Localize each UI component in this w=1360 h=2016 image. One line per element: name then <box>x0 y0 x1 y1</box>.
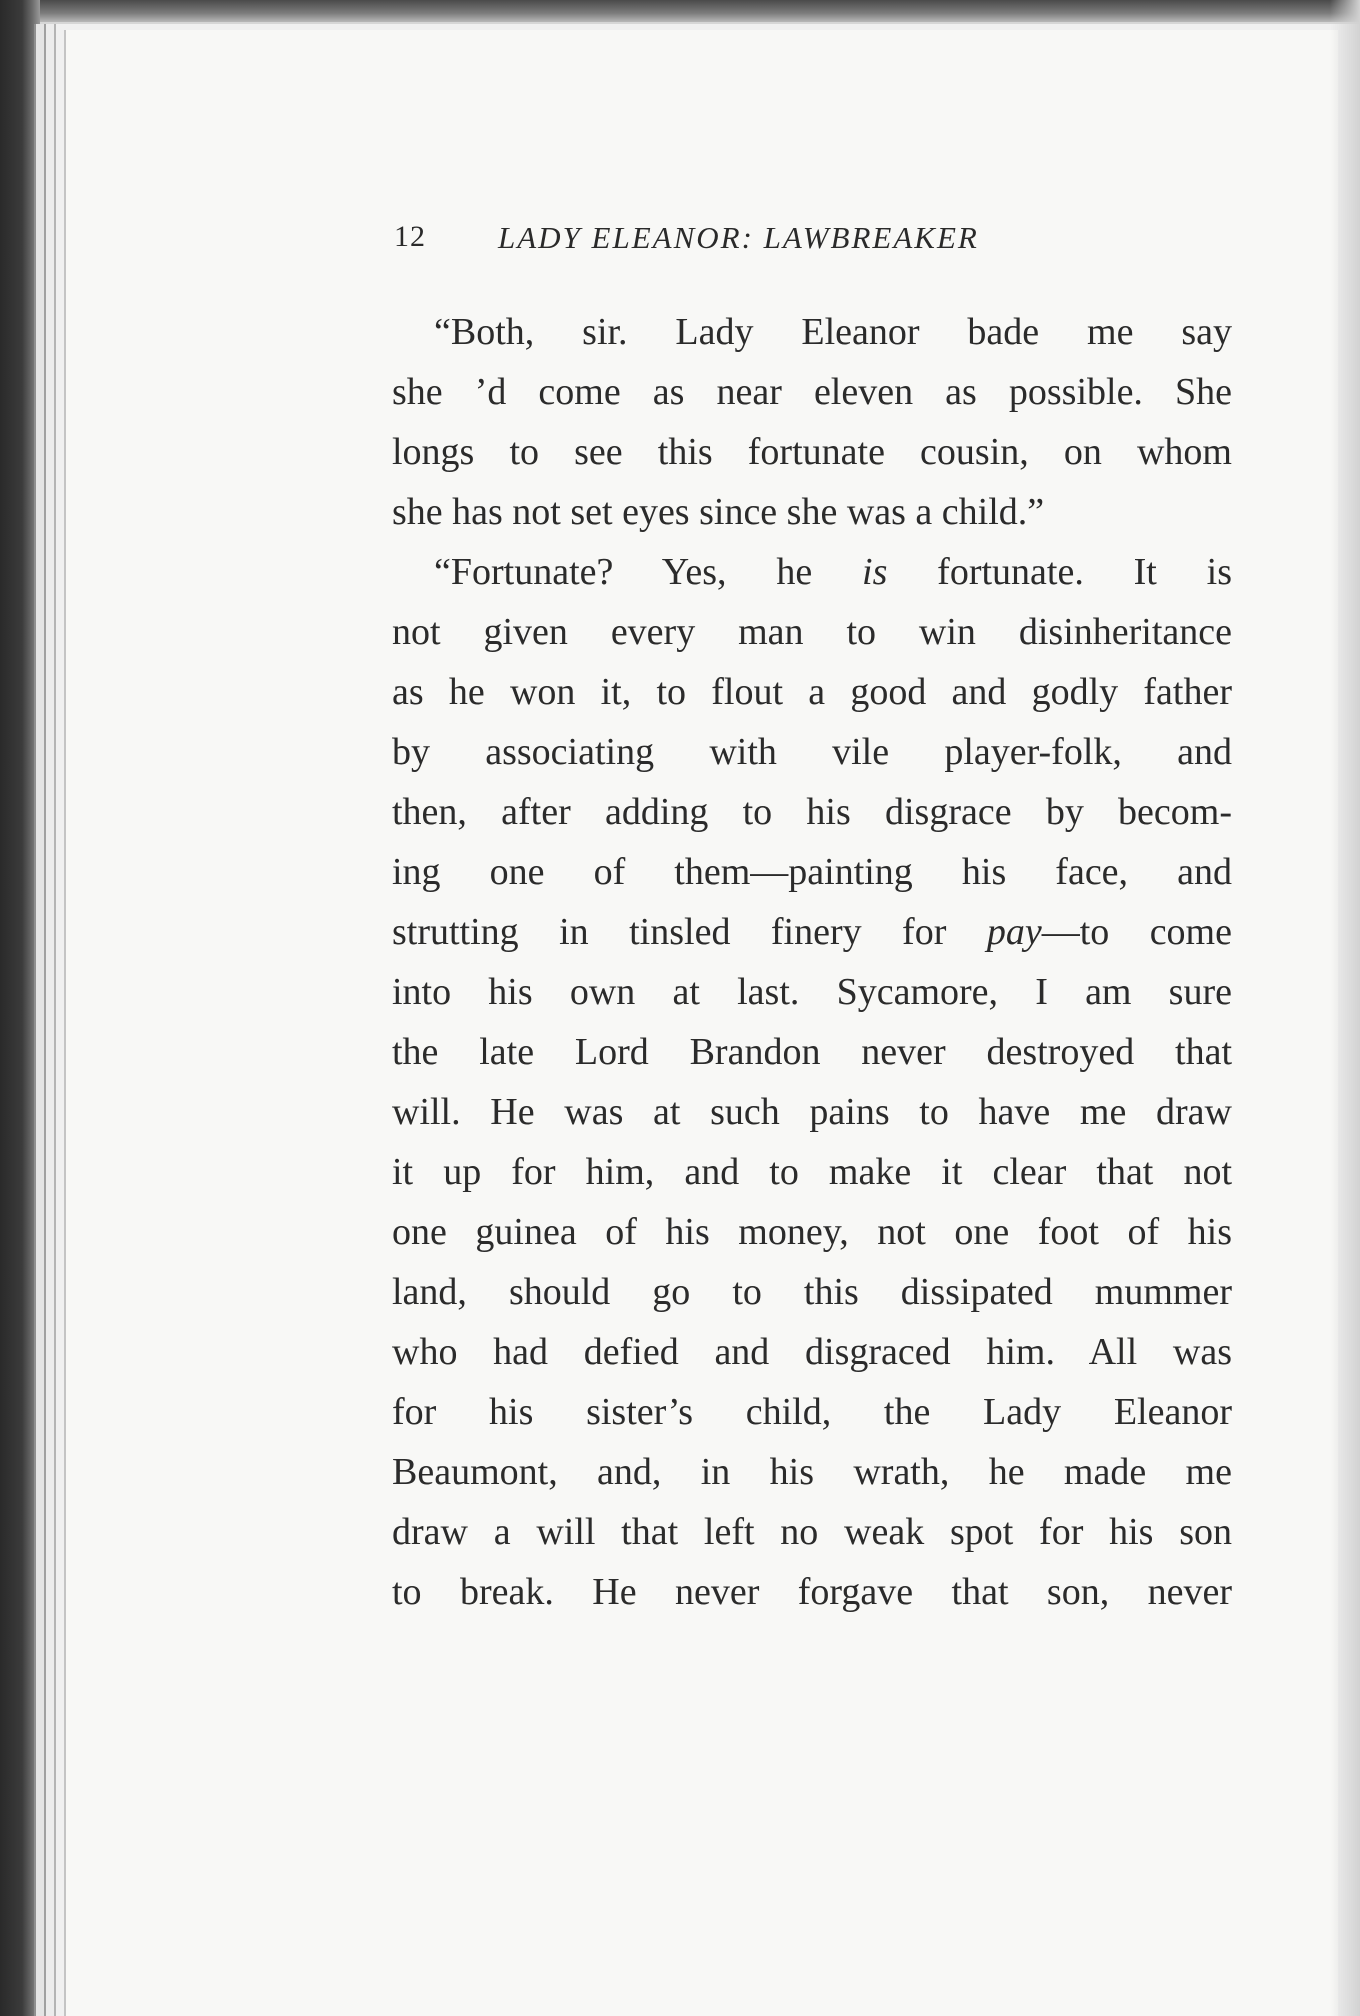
text-line: “Fortunate? Yes, he is fortunate. It is <box>434 551 1232 593</box>
text-line: draw a will that left no weak spot for his son <box>392 1511 1232 1553</box>
text-line: who had defied and disgraced him. All was <box>392 1331 1232 1373</box>
emphasis: is <box>862 551 888 593</box>
text-line: not given every man to win disinheritance <box>392 611 1232 653</box>
page-number: 12 <box>394 220 426 253</box>
text-line: to break. He never forgave that son, never <box>392 1571 1232 1613</box>
page-shadow <box>1330 0 1360 2016</box>
text-line: land, should go to this dissipated mummer <box>392 1271 1232 1313</box>
running-head <box>394 220 1114 270</box>
text-line: into his own at last. Sycamore, I am sure <box>392 971 1232 1013</box>
text-line: “Both, sir. Lady Eleanor bade me say <box>434 311 1232 353</box>
book-top-edge <box>0 0 1360 22</box>
text-line: she ’d come as near eleven as possible. She <box>392 371 1232 413</box>
running-head-title: LADY ELEANOR: LAWBREAKER <box>498 220 979 255</box>
body-text <box>392 302 1232 1622</box>
text-line: Beaumont, and, in his wrath, he made me <box>392 1451 1232 1493</box>
text-line: by associating with vile player-folk, and <box>392 731 1232 773</box>
text-line: she has not set eyes since she was a child.” <box>392 491 1045 533</box>
text-line: one guinea of his money, not one foot of his <box>392 1211 1232 1253</box>
emphasis: pay <box>986 911 1042 953</box>
text-line: longs to see this fortunate cousin, on whom <box>392 431 1232 473</box>
text-line: for his sister’s child, the Lady Eleanor <box>392 1391 1232 1433</box>
text-line: will. He was at such pains to have me draw <box>392 1091 1232 1133</box>
text-line: the late Lord Brandon never destroyed that <box>392 1031 1232 1073</box>
text-line: then, after adding to his disgrace by becom- <box>392 791 1232 833</box>
text-line: as he won it, to flout a good and godly father <box>392 671 1232 713</box>
text-line: it up for him, and to make it clear that not <box>392 1151 1232 1193</box>
text-line: ing one of them—painting his face, and <box>392 851 1232 893</box>
text-line: strutting in tinsled finery for pay—to come <box>392 911 1232 953</box>
